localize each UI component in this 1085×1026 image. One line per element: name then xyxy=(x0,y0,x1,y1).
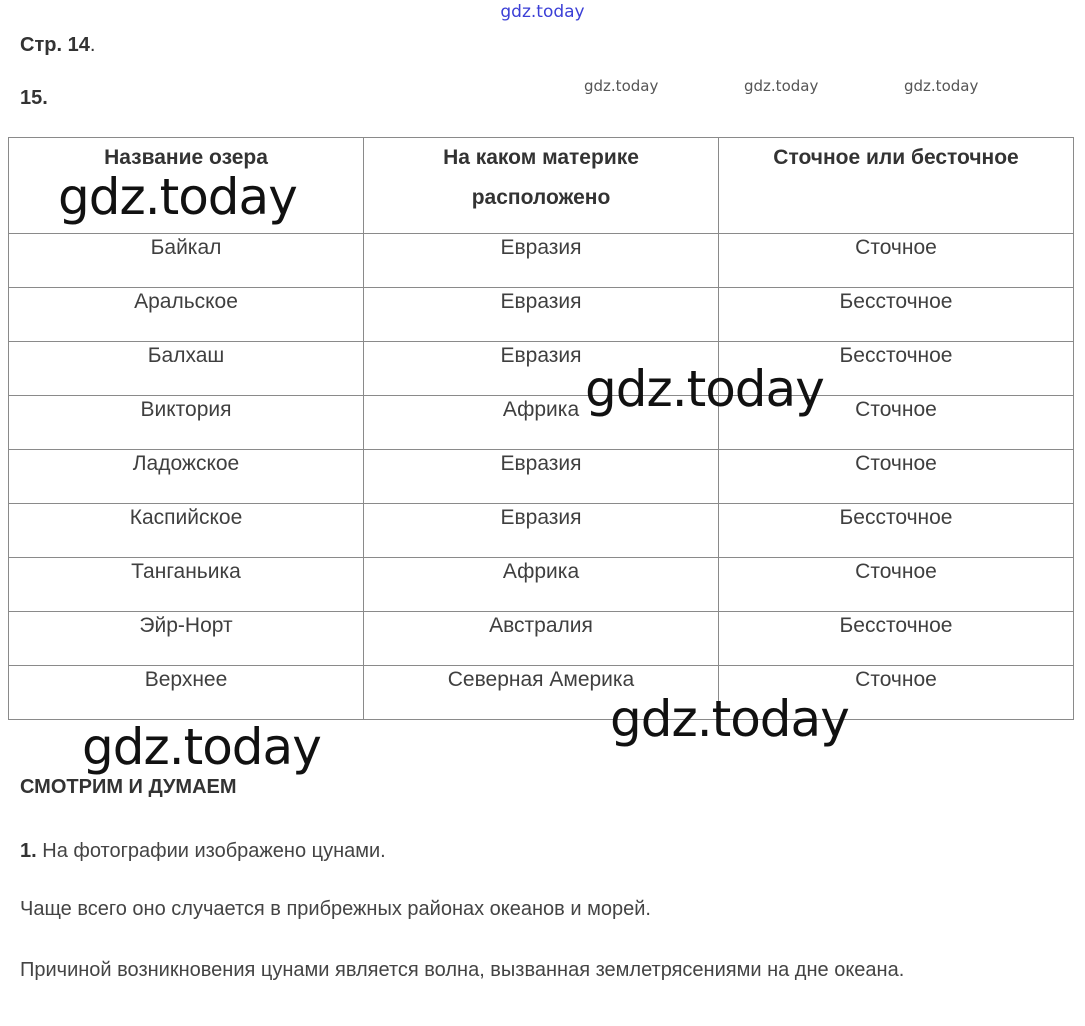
table-row xyxy=(9,504,1074,558)
watermark-small-1: gdz.today xyxy=(584,77,659,95)
watermark-top: gdz.today xyxy=(500,2,585,22)
cell-drainage: Бессточное xyxy=(719,504,1074,558)
cell-continent: Африка xyxy=(364,558,719,612)
cell-lake-name: Эйр-Норт xyxy=(9,612,364,666)
item-number: 1. xyxy=(20,840,37,862)
page-reference-text: Стр. 14 xyxy=(20,34,90,56)
watermark-large-2: gdz.today xyxy=(585,360,824,418)
table-row xyxy=(9,234,1074,288)
header-drainage: Сточное или бесточное xyxy=(719,138,1074,234)
cell-continent: Евразия xyxy=(364,342,719,396)
page-reference-dot: . xyxy=(89,34,96,56)
cell-continent: Евразия xyxy=(364,288,719,342)
watermark-large-3: gdz.today xyxy=(610,690,849,748)
answer-line-1 xyxy=(20,840,386,863)
table-row xyxy=(9,342,1074,396)
header-lake-name: Название озера xyxy=(9,138,364,234)
cell-continent: Евразия xyxy=(364,450,719,504)
cell-lake-name: Аральское xyxy=(9,288,364,342)
cell-drainage: Бессточное xyxy=(719,342,1074,396)
watermark-large-1: gdz.today xyxy=(58,168,297,226)
cell-continent: Евразия xyxy=(364,504,719,558)
cell-drainage: Сточное xyxy=(719,558,1074,612)
table-row xyxy=(9,666,1074,720)
header-continent xyxy=(364,138,719,234)
table-body xyxy=(9,234,1074,720)
table-row xyxy=(9,612,1074,666)
table-row xyxy=(9,396,1074,450)
cell-lake-name: Байкал xyxy=(9,234,364,288)
cell-drainage: Бессточное xyxy=(719,612,1074,666)
section-title: СМОТРИМ И ДУМАЕМ xyxy=(20,776,237,798)
answer-line-2: Чаще всего оно случается в прибрежных районах океанов и морей. xyxy=(20,898,651,920)
cell-drainage: Сточное xyxy=(719,666,1074,720)
cell-continent: Северная Америка xyxy=(364,666,719,720)
table-row xyxy=(9,288,1074,342)
cell-continent: Австралия xyxy=(364,612,719,666)
page-reference xyxy=(20,34,95,57)
cell-lake-name: Ладожское xyxy=(9,450,364,504)
cell-lake-name: Виктория xyxy=(9,396,364,450)
answer-line-1-text: На фотографии изображено цунами. xyxy=(42,840,386,862)
cell-lake-name: Балхаш xyxy=(9,342,364,396)
watermark-small-2: gdz.today xyxy=(744,77,819,95)
table-row xyxy=(9,450,1074,504)
cell-drainage: Бессточное xyxy=(719,288,1074,342)
answer-line-3: Причиной возникновения цунами является волна, вызванная землетрясениями на дне океана. xyxy=(20,959,905,981)
header-continent-text: На каком материке расположено xyxy=(443,146,639,209)
cell-continent: Африка xyxy=(364,396,719,450)
cell-lake-name: Каспийское xyxy=(9,504,364,558)
table-row xyxy=(9,558,1074,612)
task-number: 15. xyxy=(20,87,48,109)
cell-drainage: Сточное xyxy=(719,396,1074,450)
cell-lake-name: Верхнее xyxy=(9,666,364,720)
cell-drainage: Сточное xyxy=(719,234,1074,288)
cell-drainage: Сточное xyxy=(719,450,1074,504)
watermark-small-3: gdz.today xyxy=(904,77,979,95)
watermark-large-4: gdz.today xyxy=(82,718,321,776)
cell-lake-name: Танганьика xyxy=(9,558,364,612)
cell-continent: Евразия xyxy=(364,234,719,288)
